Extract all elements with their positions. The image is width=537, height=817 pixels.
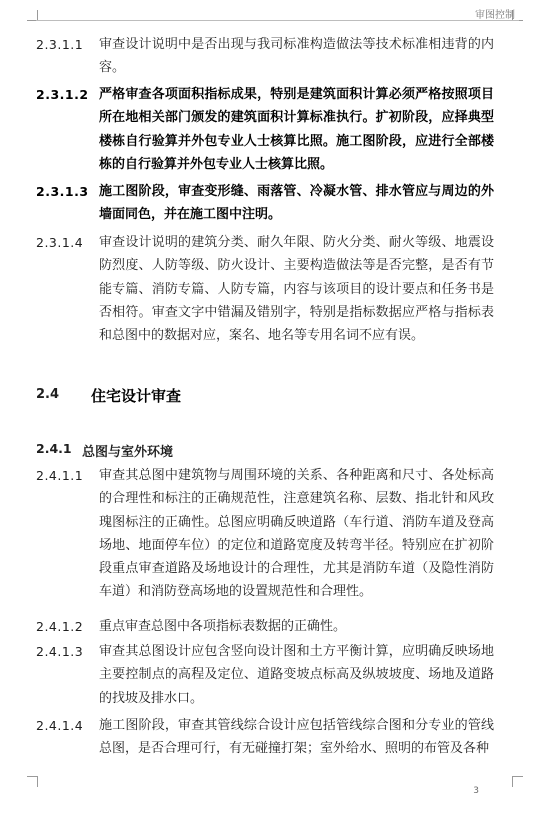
clause-text: 施工图阶段，审查其管线综合设计应包括管线综合图和分专业的管线总图，是否合理可行，有无碰撞打架；室外给水、照明的布管及各种 [99,718,494,757]
clause-number: 2.4.1.4 [36,718,84,733]
header-rule [36,20,519,21]
crop-mark-bottom-right [512,776,523,787]
clause-2-3-1-3 [36,180,496,227]
clause-2-3-1-2 [36,83,496,176]
header-title: 审图控制 [475,10,515,21]
clause-2-3-1-1 [36,33,496,80]
clause-number: 2.3.1.3 [36,184,89,199]
clause-number: 2.3.1.1 [36,37,84,52]
clause-number: 2.4.1.2 [36,619,84,634]
section-title: 住宅设计审查 [91,387,182,405]
subsection-number: 2.4.1 [36,441,72,456]
clause-2-4-1-1 [36,464,496,604]
clause-text: 审查其总图设计应包含竖向设计图和土方平衡计算，应明确反映场地主要控制点的高程及定位、道路变坡点标高及纵坡坡度、场地及道路的找坡及排水口。 [99,644,494,706]
clause-2-4-1-3 [36,640,496,710]
clause-text: 审查其总图中建筑物与周围环境的关系、各种距离和尺寸、各处标高的合理性和标注的正确规范性，注意建筑名称、层数、指北针和风玫瑰图标注的正确性。总图应明确反映道路（车行道、消防车道及登高场地、地面停车位）的定位和道路宽度及转弯半径。特别应在扩初阶段重点审查道路及场地设计的合理性，尤其是消防车道（及隐性消防车道）和消防登高场地的设置规范性和合理性。 [99,468,494,600]
clause-text: 审查设计说明的建筑分类、耐久年限、防火分类、耐火等级、地震设防烈度、人防等级、防火设计、主要构造做法等是否完整，是否有节能专篇、消防专篇、人防专篇，内容与该项目的设计要点和任务书是否相符。审查文字中错漏及错别字，特别是指标数据应严格与指标表和总图中的数据对应，案名、地名等专用名词不应有误。 [99,235,494,344]
clause-number: 2.4.1.1 [36,468,84,483]
page-number: 3 [473,786,479,796]
clause-text: 施工图阶段，审查变形缝、雨落管、冷凝水管、排水管应与周边的外墙面同色，并在施工图中注明。 [99,184,494,223]
clause-number: 2.4.1.3 [36,644,84,659]
section-number: 2.4 [36,387,60,402]
clause-text: 严格审查各项面积指标成果，特别是建筑面积计算必须严格按照项目所在地相关部门颁发的建筑面积计算标准执行。扩初阶段，应择典型楼栋自行验算并外包专业人士核算比照。施工图阶段，应进行全部楼栋的自行验算并外包专业人士核算比照。 [99,87,494,172]
clause-number: 2.3.1.4 [36,235,84,250]
crop-mark-bottom-left [27,776,38,787]
clause-2-3-1-4 [36,231,496,347]
clause-text: 重点审查总图中各项指标表数据的正确性。 [99,619,347,634]
clause-number: 2.3.1.2 [36,87,89,102]
clause-text: 审查设计说明中是否出现与我司标准构造做法等技术标准相违背的内容。 [99,37,494,76]
subsection-title: 总图与室外环境 [82,445,174,460]
clause-2-4-1-4 [36,714,496,761]
clause-2-4-1-2 [36,615,496,638]
